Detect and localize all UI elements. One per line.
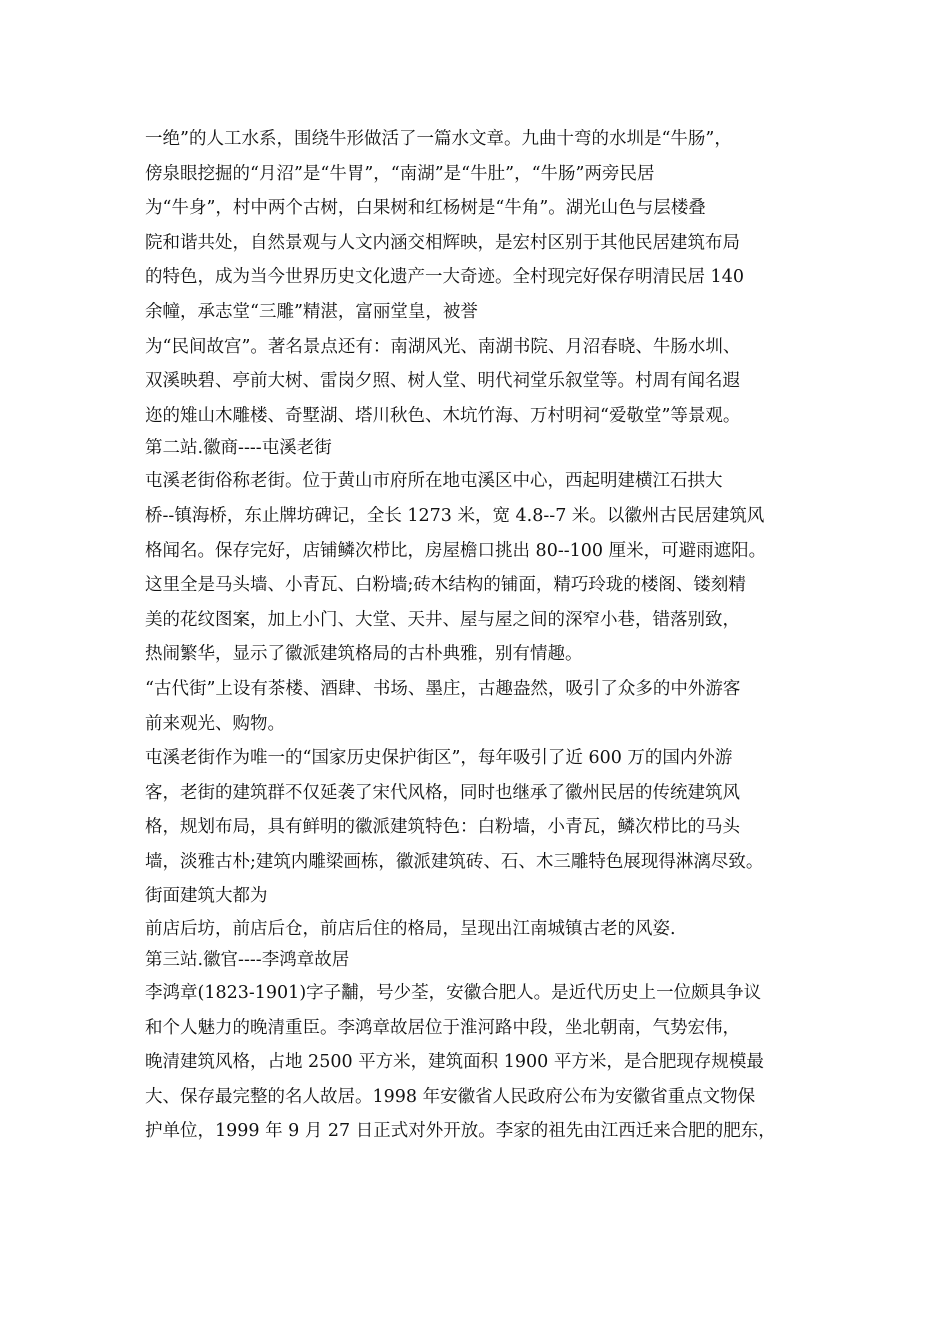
text-line: 格，规划布局，具有鲜明的徽派建筑特色：白粉墙，小青瓦，鳞次栉比的马头 — [145, 817, 740, 838]
text-line: 前店后坊，前店后仓，前店后住的格局，呈现出江南城镇古老的风姿. — [145, 919, 676, 940]
text-line: 院和谐共处，自然景观与人文内涵交相辉映，是宏村区别于其他民居建筑布局 — [145, 232, 740, 253]
text-line: 屯溪老街俗称老街。位于黄山市府所在地屯溪区中心，西起明建横江石拱大 — [145, 471, 723, 492]
text-line: 前来观光、购物。 — [145, 713, 285, 734]
section-heading-lihongzhang — [145, 945, 825, 976]
text-line: 屯溪老街作为唯一的“国家历史保护街区”，每年吸引了近 600 万的国内外游 — [145, 748, 733, 769]
text-line: “古代街”上设有茶楼、酒肆、书场、墨庄，古趣盎然，吸引了众多的中外游客 — [145, 678, 741, 699]
text-line: 迩的雉山木雕楼、奇墅湖、塔川秋色、木坑竹海、万村明祠“爱敬堂”等景观。 — [145, 405, 741, 426]
text-line: 格闻名。保存完好，店铺鳞次栉比，房屋檐口挑出 80--100 厘米，可避雨遮阳。 — [145, 540, 767, 561]
text-line: 客，老街的建筑群不仅延袭了宋代风格，同时也继承了徽州民居的传统建筑风 — [145, 782, 740, 803]
text-line: 的特色，成为当今世界历史文化遗产一大奇迹。全村现完好保存明清民居 140 — [145, 267, 744, 288]
heading-text: 第三站.徽官----李鸿章故居 — [145, 950, 350, 971]
text-line: 护单位，1999 年 9 月 27 日正式对外开放。李家的祖先由江西迁来合肥的肥东， — [145, 1121, 776, 1142]
text-line: 这里全是马头墙、小青瓦、白粉墙;砖木结构的铺面，精巧玲珑的楼阁、镂刻精 — [145, 575, 746, 596]
text-line: 李鸿章(1823-1901)字子黼，号少荃，安徽合肥人。是近代历史上一位颇具争议 — [145, 983, 762, 1004]
paragraph-hongcun-sights — [145, 330, 825, 434]
text-line: 街面建筑大都为 — [145, 886, 268, 907]
paragraph-street-layout — [145, 914, 825, 945]
text-line: 晚清建筑风格，占地 2500 平方米，建筑面积 1900 平方米，是合肥现存规模最 — [145, 1052, 764, 1073]
heading-text: 第二站.徽商----屯溪老街 — [145, 438, 332, 459]
text-line: 大、保存最完整的名人故居。1998 年安徽省人民政府公布为安徽省重点文物保 — [145, 1086, 756, 1107]
text-line: 美的花纹图案，加上小门、大堂、天井、屋与屋之间的深窄小巷，错落别致， — [145, 609, 740, 630]
text-line: 傍泉眼挖掘的“月沼”是“牛胃”，“南湖”是“牛肚”，“牛肠”两旁民居 — [145, 163, 655, 184]
text-line: 桥--镇海桥，东止牌坊碑记，全长 1273 米，宽 4.8--7 米。以徽州古民居建筑风 — [145, 505, 765, 526]
document-page — [145, 122, 825, 1149]
text-line: 余幢，承志堂“三雕”精湛，富丽堂皇，被誉 — [145, 301, 478, 322]
text-line: 双溪映碧、亭前大树、雷岗夕照、树人堂、明代祠堂乐叙堂等。村周有闻名遐 — [145, 371, 740, 392]
paragraph-ancient-street — [145, 672, 825, 741]
text-line: 为“牛身”，村中两个古树，白果树和红杨树是“牛角”。湖光山色与层楼叠 — [145, 198, 706, 219]
text-line: 和个人魅力的晚清重臣。李鸿章故居位于淮河路中段，坐北朝南，气势宏伟， — [145, 1017, 740, 1038]
paragraph-tunxi-heritage — [145, 741, 825, 914]
text-line: 一绝”的人工水系，围绕牛形做活了一篇水文章。九曲十弯的水圳是“牛肠”， — [145, 129, 732, 149]
text-line: 为“民间故宫”。著名景点还有：南湖风光、南湖书院、月沼春晓、牛肠水圳、 — [145, 336, 741, 357]
text-line: 热闹繁华，显示了徽派建筑格局的古朴典雅，别有情趣。 — [145, 644, 583, 665]
paragraph-lihongzhang — [145, 976, 825, 1149]
paragraph-tunxi-intro — [145, 464, 825, 672]
paragraph-hongcun-water — [145, 122, 825, 330]
section-heading-tunxi — [145, 433, 825, 464]
text-line: 墙，淡雅古朴;建筑内雕梁画栋，徽派建筑砖、石、木三雕特色展现得淋漓尽致。 — [145, 851, 764, 872]
